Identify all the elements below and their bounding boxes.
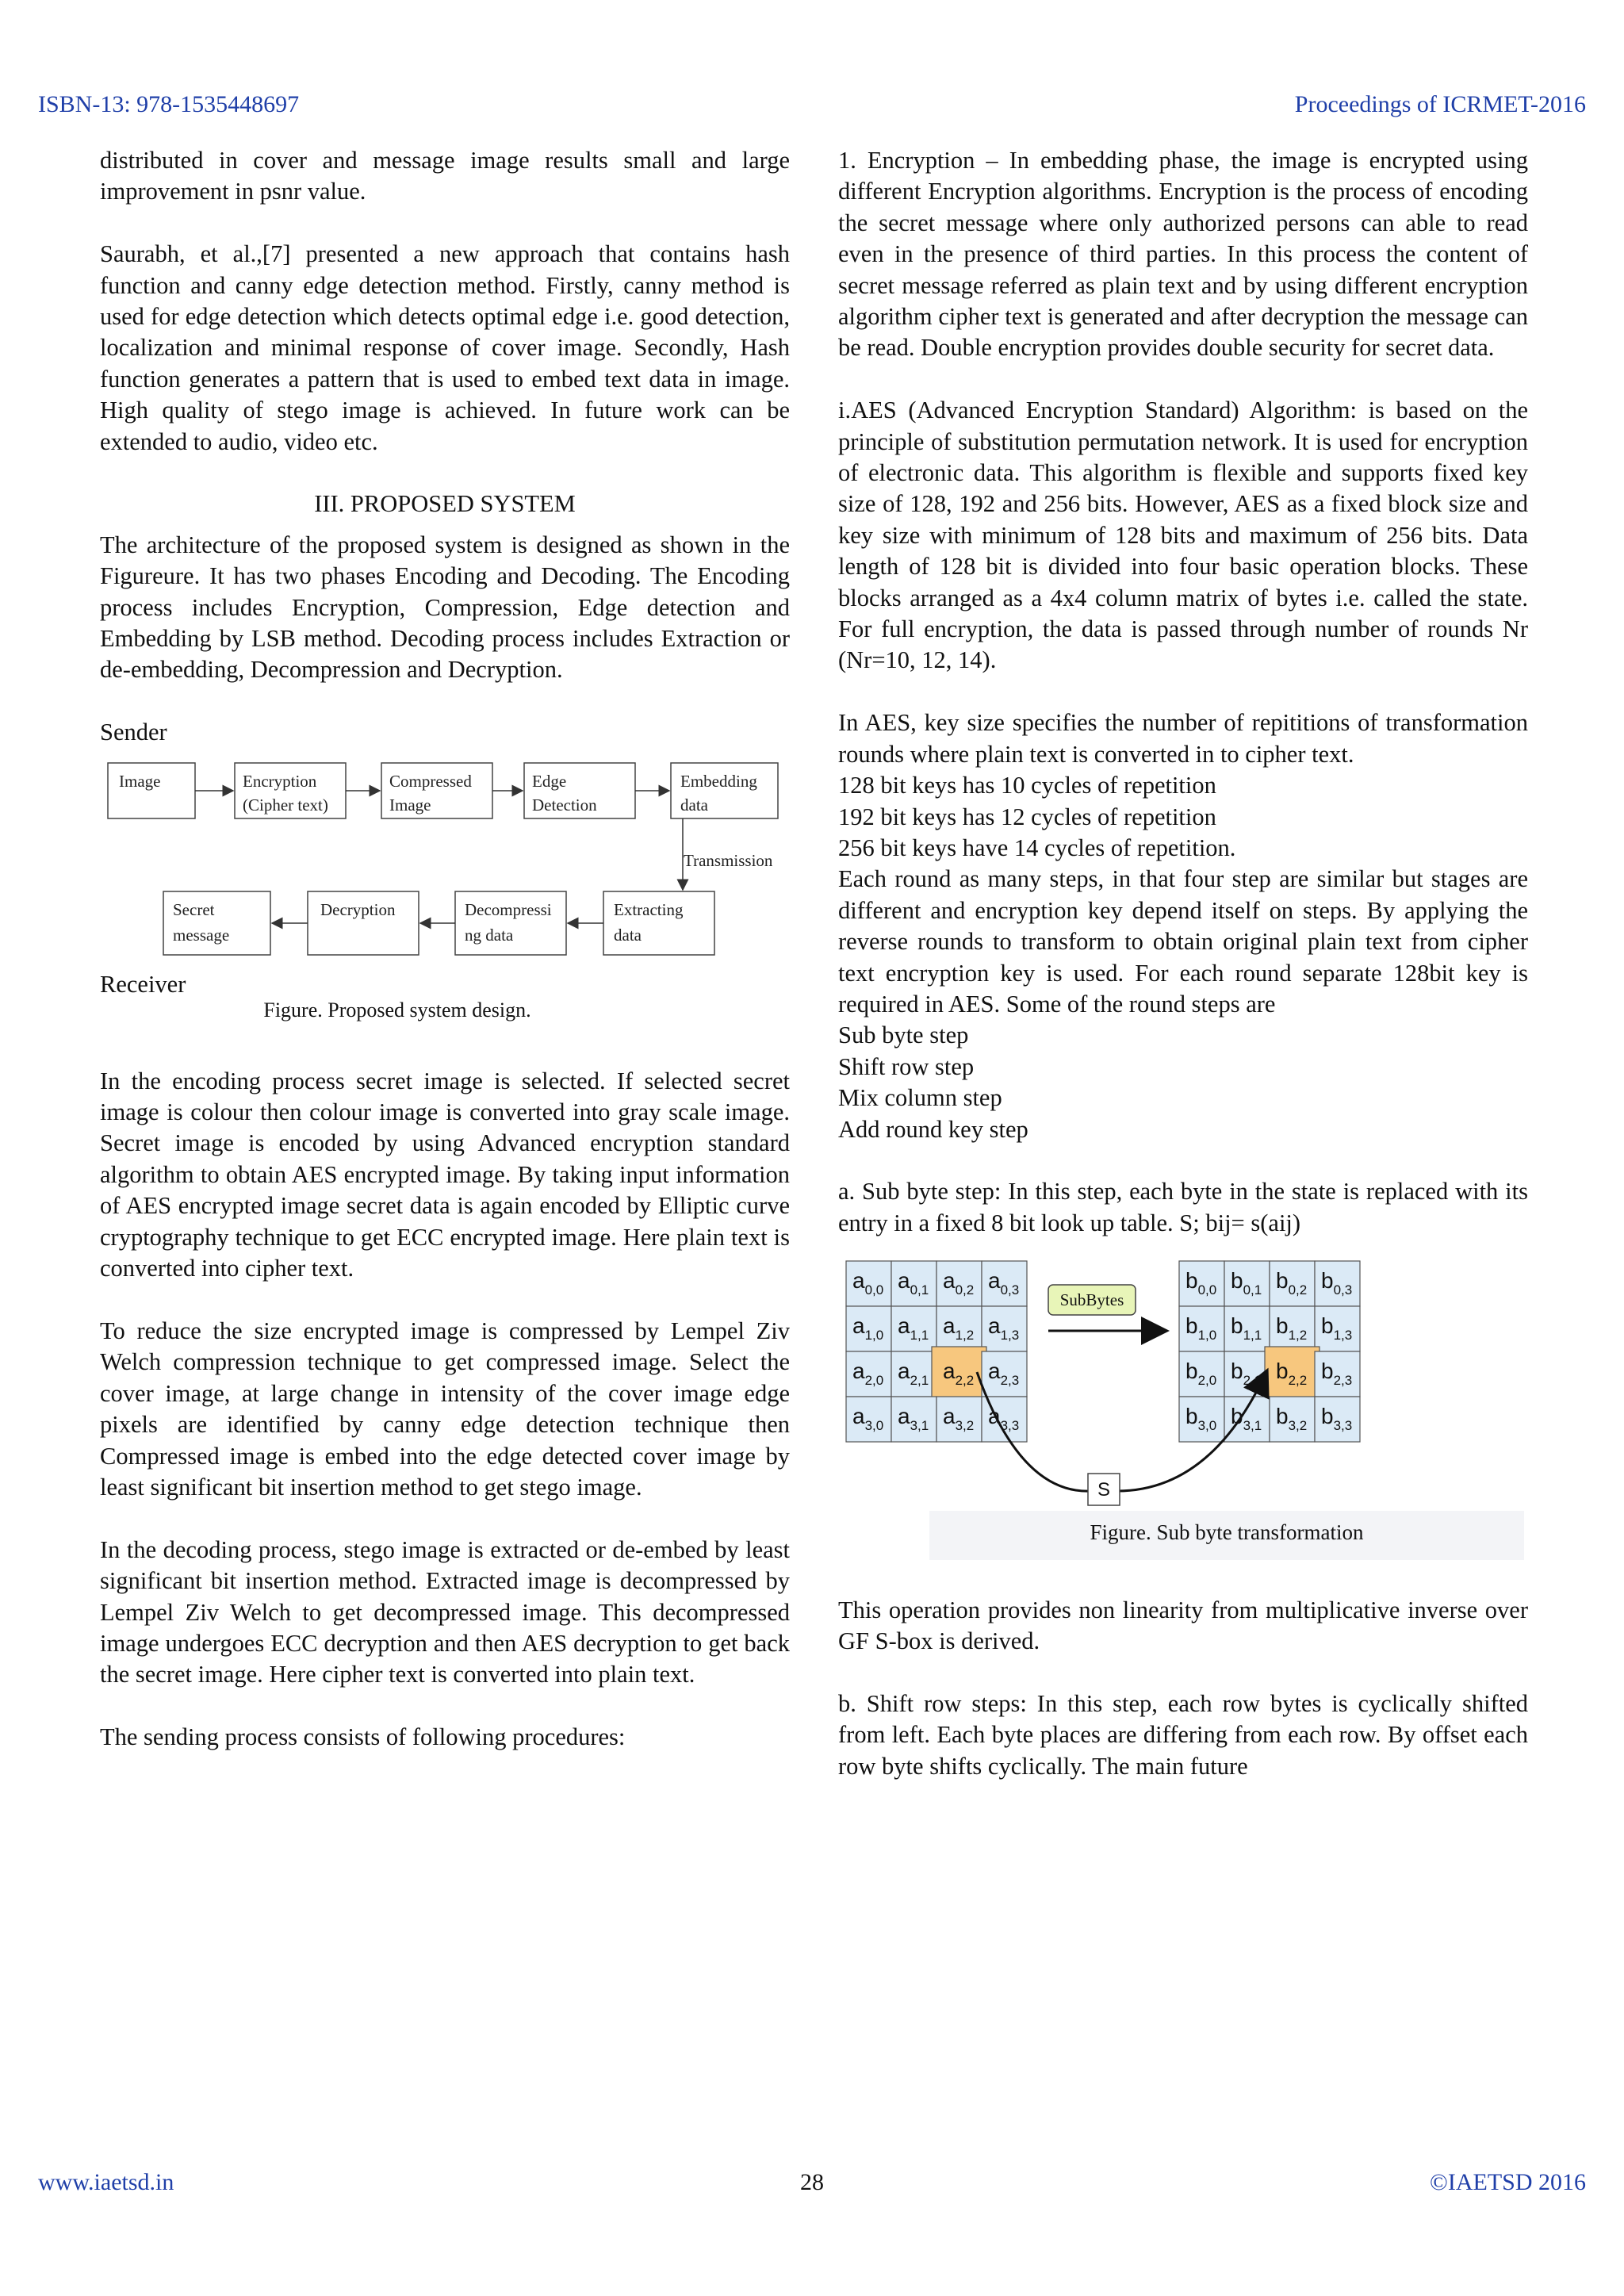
left-column	[100, 145, 790, 1784]
paragraph: In AES, key size specifies the number of repititions of transformation rounds where plain text is converted in to cipher text.	[838, 709, 1528, 768]
paragraph: The architecture of the proposed system is designed as shown in the Figureure. It has two phases Encoding and Decoding. The Encoding process includes Encryption, Compression, Edge detection and Embedding by LSB method. Decoding process includes Extraction or de-embedding, Decompression and Decryption.	[100, 531, 790, 684]
box-decryption-label: Decryption	[320, 899, 396, 919]
flow-diagram-svg	[100, 755, 790, 969]
box-extract-label-2: data	[614, 925, 642, 945]
subbytes-label: SubBytes	[1059, 1290, 1124, 1310]
sbox-label: S	[1097, 1479, 1111, 1501]
state-cell-label: $b_{1,2}$	[1276, 1313, 1308, 1343]
state-cell-label: $a_{1,1}$	[898, 1313, 929, 1343]
state-cell-label: $b_{0,1}$	[1231, 1268, 1262, 1298]
state-cell-label: $a_{0,3}$	[988, 1268, 1020, 1298]
subbytes-svg	[838, 1253, 1528, 1511]
paragraph: distributed in cover and message image results small and large improvement in psnr value.	[100, 147, 790, 205]
paragraph: In the encoding process secret image is selected. If selected secret image is colour then colour image is converted into gray scale image. Secret image is encoded by using Advanced encryption standard algorithm to obtain AES encrypted image. By taking input information of AES encrypted image secret data is again encoded by Elliptic curve cryptography technique to get ECC encrypted image. Here plain text is converted into cipher text.	[100, 1067, 790, 1282]
right-column	[838, 145, 1528, 1813]
state-cell-label: $a_{0,2}$	[943, 1268, 975, 1298]
figure-caption: Figure. Sub byte transformation	[929, 1511, 1524, 1559]
sender-label: Sender	[100, 719, 167, 746]
state-cell-label: $b_{2,0}$	[1185, 1359, 1217, 1389]
list-line: 256 bit keys have 14 cycles of repetition.	[838, 834, 1236, 861]
header-proceedings: Proceedings of ICRMET-2016	[1294, 91, 1586, 117]
state-cell-label: $b_{2,1}$	[1231, 1359, 1262, 1389]
paragraph: This operation provides non linearity from multiplicative inverse over GF S-box is derived.	[838, 1596, 1528, 1654]
header-isbn: ISBN-13: 978-1535448697	[38, 91, 300, 117]
state-cell-label: $a_{1,3}$	[988, 1313, 1020, 1343]
state-cell-label: $b_{2,3}$	[1321, 1359, 1353, 1389]
box-edge-label: Edge	[532, 771, 567, 791]
step-line: Shift row step	[838, 1052, 975, 1080]
paragraph: i.AES (Advanced Encryption Standard) Algorithm: is based on the principle of substitution permutation network. It is used for encryption of electronic data. This algorithm is flexible and supports fixed key size of 128, 192 and 256 bits. However, AES as a fixed block size and key size with minimum of 128 bits and maximum of 256 bits. Data length of 128 bit is divided into four basic operation blocks. These blocks arranged as a 4x4 column matrix of bytes i.e. called the state. For full encryption, the data is passed through number of rounds Nr (Nr=10, 12, 14).	[838, 397, 1528, 674]
state-cell-label: $b_{0,3}$	[1321, 1268, 1353, 1298]
box-compressed-label-2: Image	[389, 795, 431, 815]
paragraph: b. Shift row steps: In this step, each row bytes is cyclically shifted from left. Each byte places are differing from each row. By offset each row byte shifts cyclically. The main future	[838, 1689, 1528, 1780]
state-cell-label: $a_{3,0}$	[852, 1404, 884, 1434]
receiver-label: Receiver	[100, 970, 186, 998]
state-cell-label: $b_{1,0}$	[1185, 1313, 1217, 1343]
footer-page-number: 28	[800, 2169, 824, 2195]
box-embedding-label: Embedding	[680, 771, 757, 791]
state-cell-label: $b_{3,3}$	[1321, 1404, 1353, 1434]
paragraph: To reduce the size encrypted image is compressed by Lempel Ziv Welch compression technique to get compressed image. Select the cover image, at large change in intensity of the cover image edge pixels are identified by canny edge detection technique then Compressed image is embed into the edge detected cover image by least significant bit insertion method to get stego image.	[100, 1317, 790, 1501]
state-cell-label: $b_{1,3}$	[1321, 1313, 1353, 1343]
state-cell-label: $a_{1,2}$	[943, 1313, 975, 1343]
paragraph: 1. Encryption – In embedding phase, the image is encrypted using different Encryption algorithms. Encryption is the process of encoding the secret message where only authorized persons can able to read even in the presence of third parties. In this process the content of secret message referred as plain text and by using different encryption algorithm cipher text is generated and after decryption the message can be read. Double encryption provides double security for secret data.	[838, 147, 1528, 362]
state-cell-label: $a_{2,3}$	[988, 1359, 1020, 1389]
state-cell-label: $b_{3,2}$	[1276, 1404, 1308, 1434]
figure-caption: Figure. Proposed system design.	[263, 998, 531, 1022]
state-cell-label: $a_{3,1}$	[898, 1404, 929, 1434]
state-cell-label: $a_{2,2}$	[943, 1359, 975, 1389]
transmission-label: Transmission	[684, 850, 773, 870]
paragraph: Saurabh, et al.,[7] presented a new approach that contains hash function and canny edge detection method. Firstly, canny method is used for edge detection which detects optimal edge i.e. good detection, localization and minimal response of cover image. Secondly, Hash function generates a pattern that is used to embed text data in image. High quality of stego image is achieved. In future work can be extended to audio, video etc.	[100, 240, 790, 455]
box-encryption-label-2: (Cipher text)	[243, 795, 328, 815]
box-image-label: Image	[119, 771, 161, 791]
state-cell-label: $a_{1,0}$	[852, 1313, 884, 1343]
box-decompress-label: Decompressi	[465, 899, 552, 919]
paragraph: In the decoding process, stego image is extracted or de-embed by least significant bit insertion method. Extracted image is decompressed by Lempel Ziv Welch to get decompressed image. This decompressed image undergoes ECC decryption and then AES decryption to get back the secret image. Here cipher text is converted into plain text.	[100, 1535, 790, 1688]
paragraph: The sending process consists of following procedures:	[100, 1723, 626, 1751]
step-line: Sub byte step	[838, 1022, 969, 1049]
list-line: 128 bit keys has 10 cycles of repetition	[838, 772, 1216, 799]
state-cell-label: $a_{0,1}$	[898, 1268, 929, 1298]
step-line: Add round key step	[838, 1115, 1028, 1143]
step-line: Mix column step	[838, 1084, 1002, 1112]
state-matrix-a	[846, 1261, 1027, 1442]
box-secret-label-2: message	[173, 925, 230, 945]
state-cell-label: $b_{0,0}$	[1185, 1268, 1217, 1298]
state-cell-label: $a_{2,1}$	[898, 1359, 929, 1389]
state-cell-label: $b_{3,1}$	[1231, 1404, 1262, 1434]
state-cell-label: $b_{2,2}$	[1276, 1359, 1308, 1389]
state-cell-label: $a_{3,2}$	[943, 1404, 975, 1434]
paragraph: Each round as many steps, in that four step are similar but stages are different and encryption key depend itself on steps. By applying the reverse rounds to transform to obtain original plain text from cipher text encryption key is used. For each round separate 128bit key is required in AES. Some of the round steps are	[838, 865, 1528, 1018]
state-cell-label: $b_{1,1}$	[1231, 1313, 1262, 1343]
state-cell-label: $b_{0,2}$	[1276, 1268, 1308, 1298]
paragraph: a. Sub byte step: In this step, each byte in the state is replaced with its entry in a fixed 8 bit look up table. S; bij= s(aij)	[838, 1178, 1528, 1236]
footer-site[interactable]: www.iaetsd.in	[38, 2169, 174, 2195]
state-matrix-b	[1179, 1261, 1360, 1442]
list-line: 192 bit keys has 12 cycles of repetition	[838, 803, 1216, 830]
box-compressed-label: Compressed	[389, 771, 472, 791]
box-edge-label-2: Detection	[532, 795, 597, 815]
box-secret-label: Secret	[173, 899, 215, 919]
proposed-system-diagram	[100, 755, 790, 1031]
box-embedding-label-2: data	[680, 795, 708, 815]
state-cell-label: $a_{0,0}$	[852, 1268, 884, 1298]
section-heading: III. PROPOSED SYSTEM	[314, 490, 576, 518]
box-extract-label: Extracting	[614, 899, 684, 919]
footer-copyright: ©IAETSD 2016	[1430, 2169, 1586, 2195]
box-encryption-label: Encryption	[243, 771, 317, 791]
state-cell-label: $a_{2,0}$	[852, 1359, 884, 1389]
state-cell-label: $b_{3,0}$	[1185, 1404, 1217, 1434]
state-cell-label: $a_{3,3}$	[988, 1404, 1020, 1434]
subbytes-diagram	[838, 1253, 1528, 1511]
box-decompress-label-2: ng data	[465, 925, 514, 945]
